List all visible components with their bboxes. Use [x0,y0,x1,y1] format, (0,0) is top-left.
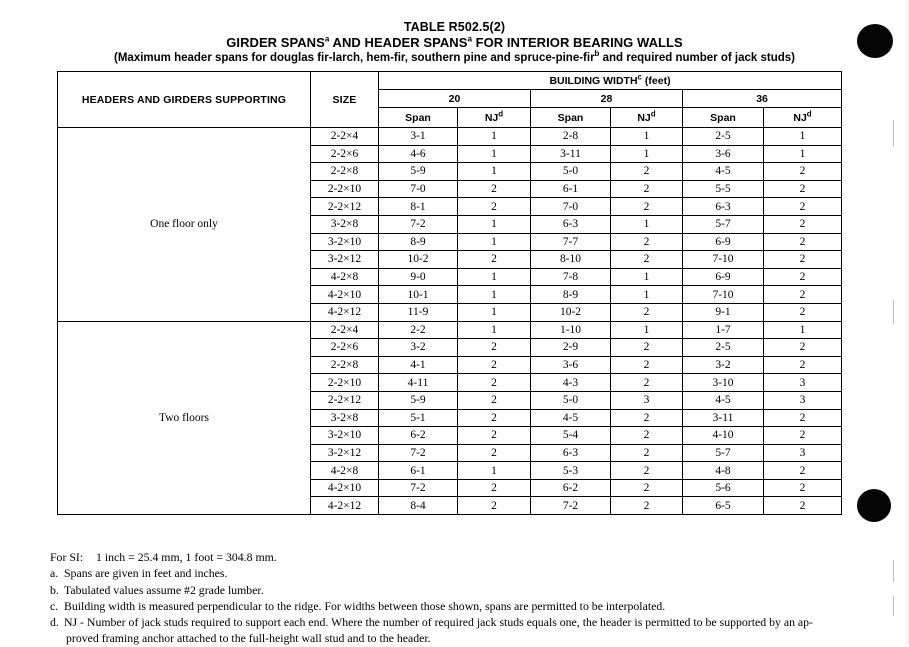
header-cell-nj-36 [764,108,842,128]
table-subtitle-part1: (Maximum header spans for douglas fir-larch, hem-fir, southern pine and spruce-pine-fir [114,52,595,64]
table-head [58,72,842,128]
span-cell-36: 3-11 [683,409,764,427]
table-row [58,321,842,339]
nj-cell-28: 2 [611,479,683,497]
table-title-part3: FOR INTERIOR BEARING WALLS [471,35,683,50]
footnote-ref-b: b [594,49,600,59]
nj-cell-20: 1 [458,321,531,339]
footnote-ref-d-20: d [498,109,504,118]
nj-cell-20: 1 [458,462,531,480]
table-title-block [0,20,909,66]
page-punch-hole-top-icon [857,24,893,58]
nj-cell-20: 1 [458,145,531,163]
nj-cell-28: 2 [611,198,683,216]
nj-cell-20: 1 [458,233,531,251]
nj-cell-20: 1 [458,215,531,233]
building-width-units: (feet) [642,74,671,87]
footnote-d-marker: d. [50,615,59,630]
nj-cell-28: 1 [611,321,683,339]
span-cell-36: 1-7 [683,321,764,339]
table-number: TABLE R502.5(2) [403,20,506,34]
footnote-b-marker: b. [50,582,59,597]
span-cell-28: 2-9 [531,339,611,357]
nj-cell-28: 2 [611,303,683,321]
footnote-b [50,582,895,598]
span-cell-20: 6-2 [379,427,458,445]
table-title-part2: AND HEADER SPANS [329,35,468,50]
header-cell-span-20: Span [379,108,458,128]
span-cell-20: 10-2 [379,251,458,269]
header-cell-size: SIZE [311,72,379,128]
nj-cell-28: 2 [611,497,683,515]
table-body [58,128,842,515]
nj-cell-28: 1 [611,286,683,304]
size-cell: 2-2×8 [311,163,379,181]
nj-cell-36: 2 [764,198,842,216]
nj-cell-20: 1 [458,303,531,321]
nj-cell-36: 2 [764,303,842,321]
size-cell: 4-2×10 [311,479,379,497]
span-cell-36: 7-10 [683,286,764,304]
span-cell-28: 4-3 [531,374,611,392]
header-cell-supporting: HEADERS AND GIRDERS SUPPORTING [58,72,311,128]
span-cell-28: 6-1 [531,180,611,198]
nj-label-36: NJ [793,111,807,124]
nj-cell-28: 1 [611,268,683,286]
building-width-label: BUILDING WIDTH [549,74,638,87]
nj-cell-20: 2 [458,444,531,462]
nj-cell-28: 2 [611,427,683,445]
span-cell-20: 10-1 [379,286,458,304]
span-cell-36: 7-10 [683,251,764,269]
span-cell-28: 5-3 [531,462,611,480]
span-cell-28: 2-8 [531,128,611,146]
size-cell: 2-2×4 [311,321,379,339]
size-cell: 4-2×8 [311,268,379,286]
nj-cell-36: 3 [764,391,842,409]
size-cell: 3-2×10 [311,427,379,445]
footnote-d-continuation: proved framing anchor attached to the full-height wall stud and to the header. [66,631,431,646]
footnote-ref-c: c [637,72,642,81]
nj-cell-28: 2 [611,163,683,181]
table-title-part1: GIRDER SPANS [226,35,325,50]
footnotes-block [50,549,895,647]
size-cell: 2-2×12 [311,391,379,409]
nj-cell-36: 2 [764,409,842,427]
nj-cell-20: 2 [458,391,531,409]
nj-cell-36: 1 [764,145,842,163]
nj-cell-36: 2 [764,339,842,357]
scan-edge-mark-3 [893,560,894,582]
scan-edge-mark-4 [893,596,894,616]
nj-cell-36: 2 [764,356,842,374]
table-title [0,35,909,51]
nj-cell-28: 2 [611,233,683,251]
span-cell-36: 3-6 [683,145,764,163]
nj-cell-20: 1 [458,268,531,286]
span-table-wrapper [57,71,841,515]
span-cell-20: 5-9 [379,163,458,181]
nj-cell-28: 1 [611,128,683,146]
span-cell-20: 3-2 [379,339,458,357]
header-cell-width-28: 28 [531,90,683,108]
span-cell-36: 2-5 [683,339,764,357]
span-cell-36: 5-5 [683,180,764,198]
nj-cell-28: 3 [611,391,683,409]
nj-cell-20: 1 [458,286,531,304]
nj-cell-28: 1 [611,145,683,163]
footnote-ref-a1: a [324,34,330,44]
span-cell-36: 5-6 [683,479,764,497]
span-cell-20: 7-0 [379,180,458,198]
table-subtitle-part2: and required number of jack studs) [599,52,795,64]
footnote-si-text: 1 inch = 25.4 mm, 1 foot = 304.8 mm. [96,550,277,564]
size-cell: 3-2×12 [311,444,379,462]
nj-cell-20: 2 [458,497,531,515]
span-cell-36: 3-2 [683,356,764,374]
size-cell: 2-2×4 [311,128,379,146]
span-cell-36: 4-8 [683,462,764,480]
size-cell: 2-2×8 [311,356,379,374]
scan-edge-mark-1 [893,120,894,146]
nj-cell-36: 1 [764,128,842,146]
span-cell-36: 6-3 [683,198,764,216]
nj-label-28: NJ [637,111,651,124]
nj-cell-36: 2 [764,479,842,497]
span-cell-28: 6-2 [531,479,611,497]
nj-cell-28: 2 [611,251,683,269]
girder-header-span-table [57,71,842,515]
size-cell: 4-2×8 [311,462,379,480]
header-cell-width-20: 20 [379,90,531,108]
span-cell-36: 3-10 [683,374,764,392]
nj-cell-36: 2 [764,286,842,304]
span-cell-20: 9-0 [379,268,458,286]
span-cell-20: 7-2 [379,444,458,462]
nj-cell-36: 3 [764,444,842,462]
nj-cell-28: 2 [611,444,683,462]
size-cell: 2-2×10 [311,374,379,392]
span-cell-36: 4-5 [683,391,764,409]
footnote-si [50,549,895,565]
span-cell-20: 5-9 [379,391,458,409]
nj-cell-20: 2 [458,339,531,357]
span-cell-28: 7-8 [531,268,611,286]
footnote-c-text: Building width is measured perpendicular to the ridge. For widths between those shown, spans are permitted to be interpolated. [64,598,666,613]
size-cell: 3-2×12 [311,251,379,269]
span-cell-36: 5-7 [683,444,764,462]
span-cell-28: 7-7 [531,233,611,251]
size-cell: 4-2×10 [311,286,379,304]
header-cell-span-28: Span [531,108,611,128]
span-cell-28: 5-0 [531,163,611,181]
nj-label-20: NJ [484,111,499,124]
size-cell: 2-2×6 [311,339,379,357]
nj-cell-36: 2 [764,163,842,181]
span-cell-20: 4-1 [379,356,458,374]
nj-cell-36: 2 [764,180,842,198]
nj-cell-28: 2 [611,374,683,392]
span-cell-20: 7-2 [379,479,458,497]
nj-cell-36: 2 [764,462,842,480]
header-cell-nj-28 [611,108,683,128]
span-cell-20: 4-6 [379,145,458,163]
footnote-b-text: Tabulated values assume #2 grade lumber. [64,582,264,597]
nj-cell-20: 2 [458,479,531,497]
size-cell: 3-2×10 [311,233,379,251]
footnote-a [50,565,895,581]
nj-cell-28: 2 [611,356,683,374]
header-cell-building-width [379,72,842,90]
table-row [58,128,842,146]
span-cell-28: 8-9 [531,286,611,304]
span-cell-28: 8-10 [531,251,611,269]
nj-cell-36: 2 [764,427,842,445]
span-cell-28: 6-3 [531,215,611,233]
nj-cell-20: 2 [458,409,531,427]
nj-cell-28: 1 [611,215,683,233]
size-cell: 3-2×8 [311,409,379,427]
nj-cell-20: 2 [458,180,531,198]
table-subtitle [0,51,909,66]
span-cell-28: 1-10 [531,321,611,339]
group-label-cell: One floor only [58,128,311,322]
span-cell-28: 5-4 [531,427,611,445]
size-cell: 4-2×12 [311,497,379,515]
footnote-c-marker: c. [50,598,59,613]
size-cell: 3-2×8 [311,215,379,233]
span-cell-20: 5-1 [379,409,458,427]
header-cell-span-36: Span [683,108,764,128]
span-cell-28: 7-0 [531,198,611,216]
span-cell-20: 8-1 [379,198,458,216]
span-cell-36: 5-7 [683,215,764,233]
footnote-a-text: Spans are given in feet and inches. [64,566,228,581]
span-cell-28: 6-3 [531,444,611,462]
scan-edge-mark-2 [893,300,894,324]
header-cell-nj-20 [458,108,531,128]
span-cell-28: 3-6 [531,356,611,374]
page-punch-hole-bottom-icon [857,489,891,522]
span-cell-20: 2-2 [379,321,458,339]
nj-cell-20: 1 [458,128,531,146]
size-cell: 4-2×12 [311,303,379,321]
nj-cell-28: 2 [611,180,683,198]
nj-cell-28: 2 [611,462,683,480]
nj-cell-20: 2 [458,251,531,269]
header-cell-width-36: 36 [683,90,842,108]
span-cell-20: 8-9 [379,233,458,251]
footnote-ref-d-36: d [806,109,812,118]
nj-cell-20: 2 [458,356,531,374]
nj-cell-20: 2 [458,427,531,445]
span-cell-36: 6-9 [683,233,764,251]
footnote-d-text: NJ - Number of jack studs required to support each end. Where the number of required jack studs equals one, the header is permitted to be supported by an ap- [64,615,813,630]
size-cell: 2-2×10 [311,180,379,198]
span-cell-36: 4-5 [683,163,764,181]
span-cell-20: 11-9 [379,303,458,321]
size-cell: 2-2×12 [311,198,379,216]
nj-cell-36: 2 [764,268,842,286]
group-label-cell: Two floors [58,321,311,515]
footnote-si-label: For SI: [50,550,84,564]
footnote-c [50,598,895,614]
span-cell-20: 7-2 [379,215,458,233]
nj-cell-36: 2 [764,215,842,233]
span-cell-20: 8-4 [379,497,458,515]
nj-cell-36: 2 [764,251,842,269]
nj-cell-36: 2 [764,497,842,515]
span-cell-20: 3-1 [379,128,458,146]
span-cell-36: 6-5 [683,497,764,515]
span-cell-36: 9-1 [683,303,764,321]
nj-cell-20: 2 [458,374,531,392]
nj-cell-36: 1 [764,321,842,339]
span-cell-28: 3-11 [531,145,611,163]
footnote-ref-d-28: d [650,109,656,118]
span-cell-28: 5-0 [531,391,611,409]
span-cell-36: 4-10 [683,427,764,445]
span-cell-20: 4-11 [379,374,458,392]
nj-cell-36: 3 [764,374,842,392]
size-cell: 2-2×6 [311,145,379,163]
nj-cell-28: 2 [611,339,683,357]
footnote-ref-a2: a [467,34,472,44]
nj-cell-20: 1 [458,163,531,181]
footnote-a-marker: a. [50,566,59,581]
span-cell-36: 2-5 [683,128,764,146]
header-row-building-width [58,72,842,90]
nj-cell-36: 2 [764,233,842,251]
nj-cell-28: 2 [611,409,683,427]
span-cell-28: 4-5 [531,409,611,427]
span-cell-28: 7-2 [531,497,611,515]
span-cell-20: 6-1 [379,462,458,480]
nj-cell-20: 2 [458,198,531,216]
span-cell-28: 10-2 [531,303,611,321]
footnote-d [50,614,895,630]
span-cell-36: 6-9 [683,268,764,286]
